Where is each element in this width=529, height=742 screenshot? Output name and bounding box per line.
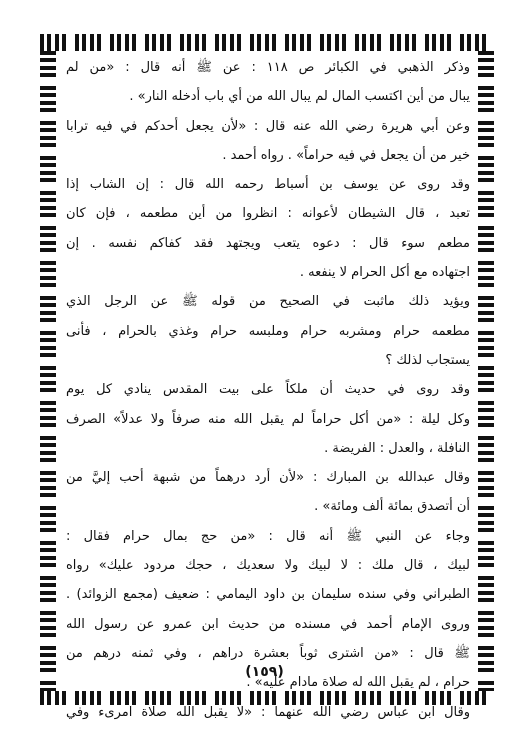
text-line: وجاء عن النبي ﷺ أنه قال : «من حج بمال حرام فقال : bbox=[66, 528, 470, 544]
ornamental-border-right bbox=[478, 51, 494, 691]
text-line: ويؤيد ذلك ماثبت في الصحيح من قوله ﷺ عن الرجل الذي bbox=[66, 294, 470, 310]
text-line: وقال ابن عباس رضي الله عنهما : «لا يقبل الله صلاة امرىء وفي bbox=[66, 704, 470, 720]
text-line: تعبد ، قال الشيطان لأعوانه : انظروا من أين مطعمه ، فإن كان bbox=[66, 206, 470, 222]
ornamental-border-left bbox=[40, 51, 56, 691]
page-number: (١٥٩) bbox=[245, 664, 284, 680]
text-line: خير من أن يجعل في فيه حراماً» . رواه أحمد . bbox=[222, 147, 470, 163]
text-line: وروى الإمام أحمد في مسنده من حديث ابن عمرو عن رسول الله bbox=[66, 616, 470, 632]
text-line: حرام ، لم يقبل الله له صلاة مادام عليه» . bbox=[246, 675, 470, 691]
text-line: مطعمه حرام ومشربه حرام وملبسه حرام وغذي بالحرام ، فأنى bbox=[66, 323, 470, 339]
text-line: وقد روى عن يوسف بن أسباط رحمه الله قال : إن الشاب إذا bbox=[66, 177, 470, 193]
text-line: وعن أبي هريرة رضي الله عنه قال : «لأن يجعل أحدكم في فيه ترابا bbox=[66, 118, 470, 134]
text-line: وكل ليلة : «من أكل حراماً لم يقبل الله منه صرفاً ولا عدلاً» الصرف bbox=[66, 411, 470, 427]
text-line: يستجاب لذلك ؟ bbox=[385, 352, 470, 368]
text-line: أن أتصدق بمائة ألف ومائة» . bbox=[314, 499, 470, 515]
text-line: ﷺ قال : «من اشترى ثوباً بعشرة دراهم ، وفي ثمنه درهم من bbox=[66, 645, 470, 661]
text-line: النافلة ، والعدل : الفريضة . bbox=[324, 440, 470, 456]
text-line: مطعم سوء قال : دعوه يتعب ويجتهد فقد كفاكم نفسه . إن bbox=[66, 235, 470, 251]
text-line: لبيك ، قال ملك : لا لبيك ولا سعديك ، حجك مردود عليك» رواه bbox=[66, 558, 470, 574]
text-line: يبال من أين اكتسب المال لم يبال الله من أي باب أدخله النار» . bbox=[129, 89, 470, 105]
text-line: وذكر الذهبي في الكبائر ص ١١٨ : عن ﷺ أنه قال : «من لم bbox=[66, 60, 470, 75]
text-line: الطبراني وفي سنده سليمان بن داود اليمامي : ضعيف (مجمع الزوائد) . bbox=[66, 587, 470, 603]
text-line: وقال عبدالله بن المبارك : «لأن أرد درهماً من شبهة أحب إليَّ من bbox=[66, 470, 470, 486]
ornamental-border-top bbox=[40, 34, 494, 51]
text-line: وقد روى في حديث أن ملكاً على بيت المقدس ينادي كل يوم bbox=[66, 382, 470, 398]
text-line: اجتهاده مع أكل الحرام لا ينفعه . bbox=[299, 265, 470, 281]
page-body-text bbox=[66, 53, 470, 727]
